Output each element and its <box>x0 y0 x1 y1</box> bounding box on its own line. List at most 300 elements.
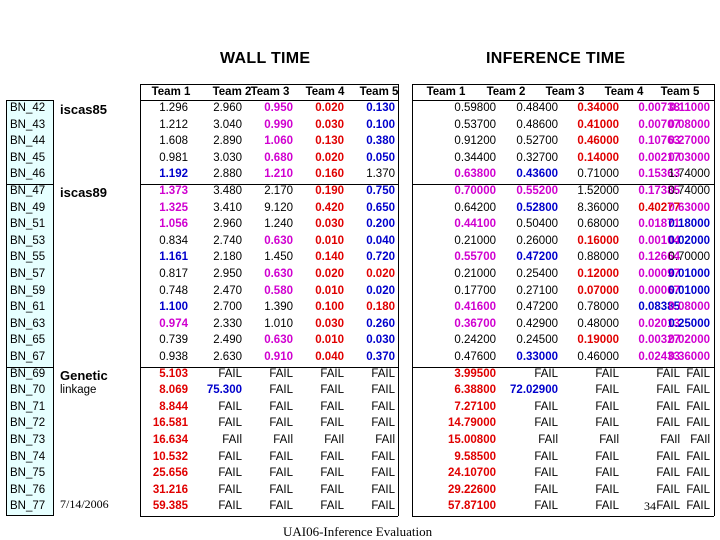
inference-time-cell: 0.34000 <box>577 102 619 114</box>
inference-time-cell: FAIL <box>534 417 558 430</box>
wall-time-cell: 31.216 <box>152 483 188 496</box>
wall-time-cell: 0.380 <box>366 135 395 148</box>
wall-time-cell: 8.069 <box>159 384 188 397</box>
inference-time-cell: 0.48600 <box>516 118 558 131</box>
wall-time-cell: FAIL <box>320 450 344 463</box>
wall-time-cell: 1.390 <box>264 301 293 314</box>
inference-time-cell: 1.74000 <box>668 168 710 181</box>
slide-footer: UAI06-Inference Evaluation <box>283 524 433 539</box>
inference-team-header: Team 1 <box>426 86 466 98</box>
wall-time-cell: FAIL <box>320 483 344 496</box>
inference-time-cell: FAIL <box>595 500 619 513</box>
bn-label: BN_74 <box>10 450 46 463</box>
inference-time-cell: 8.36000 <box>577 201 619 214</box>
inference-time-cell: 0.19000 <box>577 334 619 347</box>
wall-time-cell: 2.700 <box>213 301 242 314</box>
wall-time-cell: 9.120 <box>264 201 293 214</box>
inference-time-cell: 0.47200 <box>516 301 558 314</box>
wall-bottom-line <box>140 516 398 517</box>
wall-time-cell: FAIl <box>375 434 395 446</box>
page-number: 34 <box>644 499 656 513</box>
wall-time-cell: 59.385 <box>152 500 188 513</box>
wall-time-cell: 3.030 <box>213 151 242 164</box>
wall-time-cell: 1.056 <box>159 218 188 231</box>
wall-time-cell: 2.740 <box>213 234 242 247</box>
inference-time-cell: FAIL <box>686 500 710 513</box>
inference-time-cell: 0.53700 <box>454 118 496 131</box>
inference-time-cell: 0.91200 <box>454 135 496 148</box>
wall-time-cell: 0.938 <box>159 351 188 363</box>
inference-time-cell: 15.00800 <box>448 434 496 446</box>
bn-label: BN_75 <box>10 467 46 480</box>
bn-label: BN_45 <box>10 151 46 164</box>
wall-time-cell: 1.210 <box>264 168 293 181</box>
inference-time-cell: FAIL <box>595 450 619 463</box>
inference-time-cell: 0.46000 <box>577 351 619 363</box>
wall-time-cell: 0.260 <box>366 317 395 330</box>
inference-time-cell: 0.14000 <box>577 151 619 164</box>
bn-label: BN_63 <box>10 317 46 330</box>
inference-time-cell: 24.10700 <box>448 467 496 480</box>
wall-time-cell: FAIL <box>269 500 293 513</box>
inference-time-cell: FAIl <box>599 434 619 446</box>
wall-time-cell: 0.974 <box>159 317 188 330</box>
wall-time-cell: 0.130 <box>315 135 344 148</box>
inference-time-cell: 0.88000 <box>577 251 619 264</box>
inference-time-cell: FAIl <box>538 434 558 446</box>
wall-time-cell: 0.030 <box>315 218 344 231</box>
wall-time-cell: 0.720 <box>366 251 395 264</box>
wall-time-cell: FAIL <box>371 384 395 397</box>
bn-label: BN_65 <box>10 334 46 347</box>
inference-time-cell: 0.10763 <box>638 135 680 148</box>
bn-label: BN_72 <box>10 417 46 430</box>
inference-time-cell: 0.12664 <box>638 251 680 264</box>
inference-time-cell: FAIL <box>595 384 619 397</box>
wall-time-cell: 0.420 <box>315 201 344 214</box>
inf-header-line <box>412 100 714 101</box>
inference-time-cell: 0.36700 <box>454 317 496 330</box>
wall-time-cell: 2.180 <box>213 251 242 264</box>
inference-team-header: Team 2 <box>486 86 526 98</box>
inference-time-cell: 0.36000 <box>668 351 710 363</box>
wall-time-cell: FAIL <box>218 400 242 413</box>
wall-time-cell: 0.010 <box>315 284 344 297</box>
inference-time-cell: 0.03000 <box>668 151 710 164</box>
inference-time-cell: FAIL <box>656 500 680 513</box>
wall-time-cell: FAIL <box>371 483 395 496</box>
wall-time-cell: 2.960 <box>213 218 242 231</box>
inference-time-cell: 1.52000 <box>577 185 619 197</box>
wall-time-cell: 2.470 <box>213 284 242 297</box>
wall-time-cell: 0.190 <box>315 185 344 197</box>
inference-time-cell: 0.78000 <box>577 301 619 314</box>
bn-label: BN_57 <box>10 268 46 280</box>
wall-time-cell: 0.020 <box>366 284 395 297</box>
wall-right-border <box>398 84 399 516</box>
wall-time-cell: 1.608 <box>159 135 188 148</box>
wall-time-cell: 1.100 <box>159 301 188 314</box>
inference-time-cell: 0.12000 <box>577 268 619 280</box>
inference-time-cell: 0.02433 <box>638 351 680 363</box>
inference-time-cell: FAIL <box>656 467 680 480</box>
inference-time-title: INFERENCE TIME <box>486 50 626 67</box>
wall-time-cell: 0.040 <box>366 234 395 247</box>
inference-time-cell: 0.47600 <box>454 351 496 363</box>
wall-time-cell: FAIL <box>371 500 395 513</box>
wall-time-cell: FAIL <box>371 367 395 380</box>
wall-time-cell: 1.060 <box>264 135 293 148</box>
group-label: linkage <box>60 384 97 397</box>
bn-label: BN_42 <box>10 102 46 114</box>
wall-time-cell: FAIL <box>218 367 242 380</box>
wall-time-cell: FAIL <box>269 467 293 480</box>
wall-time-cell: 0.050 <box>366 151 395 164</box>
inference-time-cell: 0.48400 <box>516 102 558 114</box>
inference-time-cell: 0.55700 <box>454 251 496 264</box>
inference-time-cell: 57.87100 <box>448 500 496 513</box>
bn-label: BN_61 <box>10 301 46 314</box>
inference-time-cell: 0.00327 <box>638 334 680 347</box>
group-label: iscas89 <box>60 185 107 200</box>
wall-time-cell: 1.296 <box>159 102 188 114</box>
inference-time-cell: 0.25000 <box>668 317 710 330</box>
wall-time-cell: 1.240 <box>264 218 293 231</box>
wall-time-cell: FAIL <box>320 500 344 513</box>
inf-right-border <box>714 84 715 516</box>
wall-time-cell: 1.192 <box>159 168 188 181</box>
wall-time-cell: 0.020 <box>315 268 344 280</box>
inference-time-cell: 0.24200 <box>454 334 496 347</box>
wall-time-cell: 0.990 <box>264 118 293 131</box>
wall-time-cell: 0.981 <box>159 151 188 164</box>
inference-time-cell: FAIL <box>656 400 680 413</box>
inference-time-cell: 0.01871 <box>638 218 680 231</box>
inference-time-cell: 0.41600 <box>454 301 496 314</box>
wall-time-cell: 1.370 <box>366 168 395 181</box>
inference-time-cell: 0.63800 <box>454 168 496 181</box>
inference-time-cell: 0.32700 <box>516 151 558 164</box>
wall-team-header: Team 5 <box>359 86 399 98</box>
inference-time-cell: 0.44100 <box>454 218 496 231</box>
inference-team-header: Team 3 <box>545 86 585 98</box>
wall-time-cell: 0.100 <box>315 301 344 314</box>
group-label: Genetic <box>60 367 108 383</box>
wall-time-cell: 0.950 <box>264 102 293 114</box>
inference-time-cell: 0.02000 <box>668 234 710 247</box>
inference-time-cell: FAIl <box>690 434 710 446</box>
wall-time-cell: 0.020 <box>366 268 395 280</box>
inference-time-cell: 0.21000 <box>454 268 496 280</box>
wall-time-cell: 16.581 <box>152 417 188 430</box>
wall-time-cell: 25.656 <box>152 467 188 480</box>
inference-time-cell: 0.46000 <box>577 135 619 148</box>
wall-team-header: Team 2 <box>212 86 252 98</box>
wall-time-cell: 10.532 <box>152 450 188 463</box>
bn-label: BN_71 <box>10 400 46 413</box>
inference-time-cell: FAIL <box>595 417 619 430</box>
wall-time-cell: FAIL <box>320 467 344 480</box>
wall-time-cell: 2.330 <box>213 317 242 330</box>
wall-time-cell: 0.680 <box>264 151 293 164</box>
inference-time-cell: 14.79000 <box>448 417 496 430</box>
wall-time-cell: 1.450 <box>264 251 293 264</box>
wall-time-cell: 0.130 <box>366 102 395 114</box>
wall-time-cell: 3.480 <box>213 185 242 197</box>
wall-time-cell: 0.030 <box>366 334 395 347</box>
wall-time-cell: 0.630 <box>264 234 293 247</box>
wall-time-cell: 2.630 <box>213 351 242 363</box>
inference-time-cell: 3.99500 <box>454 367 496 380</box>
wall-time-cell: 0.030 <box>315 317 344 330</box>
bn-label: BN_67 <box>10 351 46 363</box>
inference-time-cell: 0.52700 <box>516 135 558 148</box>
inference-time-cell: 0.17385 <box>638 185 680 197</box>
inference-time-cell: 0.52800 <box>516 201 558 214</box>
inference-time-cell: 0.74000 <box>668 185 710 197</box>
inference-time-cell: FAIL <box>534 400 558 413</box>
bn-label: BN_59 <box>10 284 46 297</box>
inference-time-cell: 0.00067 <box>638 284 680 297</box>
inference-time-cell: 0.00104 <box>638 234 680 247</box>
bn-label: BN_70 <box>10 384 46 397</box>
wall-time-cell: 2.880 <box>213 168 242 181</box>
wall-time-cell: 0.817 <box>159 268 188 280</box>
inf-top-line <box>412 84 714 85</box>
wall-time-cell: FAIL <box>269 400 293 413</box>
bn-label: BN_73 <box>10 434 46 446</box>
inference-time-cell: 0.41000 <box>577 118 619 131</box>
wall-time-cell: 0.140 <box>315 251 344 264</box>
inference-time-cell: FAIL <box>656 450 680 463</box>
inference-time-cell: 0.25400 <box>516 268 558 280</box>
wall-time-cell: 0.040 <box>315 351 344 363</box>
inference-time-cell: 0.64200 <box>454 201 496 214</box>
wall-time-cell: FAIL <box>218 467 242 480</box>
wall-time-cell: 0.580 <box>264 284 293 297</box>
wall-time-cell: 0.020 <box>315 151 344 164</box>
wall-team-header: Team 3 <box>250 86 290 98</box>
inference-time-cell: 0.15363 <box>638 168 680 181</box>
wall-top-line <box>140 84 398 85</box>
wall-time-cell: FAIL <box>320 367 344 380</box>
inference-time-cell: 0.34400 <box>454 151 496 164</box>
inference-time-cell: 0.07000 <box>577 284 619 297</box>
wall-time-cell: 8.844 <box>159 400 188 413</box>
inference-time-cell: 0.11000 <box>669 102 710 114</box>
wall-time-cell: FAIL <box>269 483 293 496</box>
bn-label: BN_43 <box>10 118 46 131</box>
wall-time-cell: 16.634 <box>152 434 188 446</box>
inference-time-cell: 0.18000 <box>668 218 710 231</box>
inference-time-cell: FAIL <box>686 450 710 463</box>
wall-team-header: Team 1 <box>151 86 191 98</box>
wall-time-cell: 1.010 <box>264 317 293 330</box>
inference-time-cell: 0.27000 <box>668 135 710 148</box>
inference-time-cell: 0.70000 <box>668 251 710 264</box>
inference-time-cell: 0.08385 <box>638 301 680 314</box>
inference-time-cell: FAIL <box>686 384 710 397</box>
inference-time-cell: 0.33000 <box>516 351 558 363</box>
inference-time-cell: FAIL <box>595 400 619 413</box>
wall-time-cell: 0.748 <box>159 284 188 297</box>
inference-time-cell: 0.48000 <box>577 317 619 330</box>
inference-time-cell: 0.40277 <box>638 201 680 214</box>
wall-time-cell: 0.630 <box>264 334 293 347</box>
inference-time-cell: 0.21000 <box>454 234 496 247</box>
wall-time-cell: FAIL <box>320 384 344 397</box>
wall-time-cell: 0.030 <box>315 118 344 131</box>
inference-time-cell: FAIL <box>686 467 710 480</box>
inference-time-cell: 0.00707 <box>638 118 680 131</box>
inference-time-cell: 9.58500 <box>454 450 496 463</box>
inference-time-cell: FAIL <box>534 500 558 513</box>
wall-time-cell: FAIL <box>218 417 242 430</box>
inference-time-cell: 0.16000 <box>577 234 619 247</box>
wall-time-cell: FAIL <box>218 483 242 496</box>
wall-time-cell: 0.020 <box>315 102 344 114</box>
inference-time-cell: 0.08000 <box>668 118 710 131</box>
inference-time-cell: 0.68000 <box>577 218 619 231</box>
wall-time-cell: 2.170 <box>264 185 293 197</box>
wall-time-cell: FAIL <box>371 417 395 430</box>
inference-time-cell: FAIL <box>656 384 680 397</box>
bn-label: BN_44 <box>10 135 46 148</box>
inference-time-cell: 0.47200 <box>516 251 558 264</box>
inference-time-cell: FAIL <box>595 467 619 480</box>
wall-time-cell: FAIl <box>222 434 242 446</box>
inference-time-cell: 0.63000 <box>668 201 710 214</box>
inference-time-cell: FAIL <box>656 483 680 496</box>
wall-time-cell: FAIl <box>324 434 344 446</box>
wall-time-cell: FAIL <box>218 500 242 513</box>
bn-label: BN_46 <box>10 168 46 181</box>
inference-time-cell: FAIL <box>686 483 710 496</box>
inference-time-cell: 0.55200 <box>516 185 558 197</box>
inference-time-cell: 0.43600 <box>516 168 558 181</box>
inference-time-cell: FAIL <box>534 450 558 463</box>
inference-time-cell: FAIL <box>595 367 619 380</box>
inference-time-cell: FAIL <box>534 467 558 480</box>
wall-time-cell: 0.010 <box>315 234 344 247</box>
inference-time-cell: 0.00097 <box>638 268 680 280</box>
bn-label: BN_49 <box>10 201 46 214</box>
wall-time-cell: 2.950 <box>213 268 242 280</box>
wall-time-cell: FAIL <box>320 400 344 413</box>
inference-time-cell: FAIL <box>595 483 619 496</box>
bn-label: BN_77 <box>10 500 46 513</box>
inference-time-cell: 0.02000 <box>668 334 710 347</box>
inference-time-cell: FAIL <box>686 367 710 380</box>
bn-label: BN_76 <box>10 483 46 496</box>
slide-date: 7/14/2006 <box>60 497 109 511</box>
wall-time-cell: 75.300 <box>206 384 242 397</box>
wall-team-header: Team 4 <box>305 86 345 98</box>
inference-time-cell: 0.08000 <box>668 301 710 314</box>
wall-time-cell: FAIL <box>269 417 293 430</box>
bn-label: BN_53 <box>10 234 46 247</box>
inference-time-cell: FAIL <box>686 417 710 430</box>
wall-time-cell: 0.910 <box>264 351 293 363</box>
wall-time-cell: FAIL <box>371 400 395 413</box>
inference-time-cell: FAIL <box>656 417 680 430</box>
wall-time-cell: FAIL <box>218 450 242 463</box>
inference-time-cell: 0.01000 <box>668 284 710 297</box>
wall-time-cell: 0.100 <box>366 118 395 131</box>
wall-time-cell: FAIL <box>320 417 344 430</box>
inference-time-cell: 29.22600 <box>448 483 496 496</box>
wall-time-cell: 3.040 <box>213 118 242 131</box>
wall-time-cell: 0.834 <box>159 234 188 247</box>
inference-time-cell: 0.01000 <box>668 268 710 280</box>
bn-label: BN_55 <box>10 251 46 264</box>
inference-time-cell: FAIl <box>660 434 680 446</box>
wall-time-cell: FAIl <box>273 434 293 446</box>
wall-time-cell: FAIL <box>269 367 293 380</box>
group-label: iscas85 <box>60 102 107 117</box>
inference-time-cell: 0.42900 <box>516 317 558 330</box>
wall-time-cell: 0.180 <box>366 301 395 314</box>
inference-team-header: Team 4 <box>604 86 644 98</box>
inference-time-cell: 0.02013 <box>638 317 680 330</box>
wall-time-cell: 1.212 <box>159 118 188 131</box>
inference-time-cell: FAIL <box>686 400 710 413</box>
inference-time-cell: 0.27100 <box>516 284 558 297</box>
inference-time-cell: FAIL <box>534 483 558 496</box>
wall-time-title: WALL TIME <box>220 50 311 67</box>
wall-time-cell: 0.650 <box>366 201 395 214</box>
inference-team-header: Team 5 <box>660 86 700 98</box>
wall-time-cell: 0.200 <box>366 218 395 231</box>
wall-time-cell: 2.960 <box>213 102 242 114</box>
wall-time-cell: 1.325 <box>159 201 188 214</box>
wall-time-cell: 0.160 <box>315 168 344 181</box>
wall-time-cell: 3.410 <box>213 201 242 214</box>
inference-time-cell: 0.00217 <box>638 151 680 164</box>
wall-left-border <box>140 84 141 516</box>
bn-label: BN_69 <box>10 367 46 380</box>
inference-time-cell: FAIL <box>656 367 680 380</box>
wall-time-cell: 5.103 <box>159 367 188 380</box>
inference-time-cell: 0.24500 <box>516 334 558 347</box>
bn-label: BN_47 <box>10 185 46 197</box>
wall-time-cell: 0.010 <box>315 334 344 347</box>
wall-time-cell: 0.630 <box>264 268 293 280</box>
inf-bottom-line <box>412 516 714 517</box>
inference-time-cell: 0.50400 <box>516 218 558 231</box>
wall-time-cell: 1.373 <box>159 185 188 197</box>
wall-time-cell: FAIL <box>269 450 293 463</box>
wall-time-cell: 1.161 <box>159 251 188 264</box>
wall-time-cell: 0.750 <box>366 185 395 197</box>
inference-time-cell: 0.17700 <box>454 284 496 297</box>
inference-time-cell: 0.59800 <box>454 102 496 114</box>
inf-left-border <box>412 84 413 516</box>
wall-time-cell: 0.370 <box>366 351 395 363</box>
inference-time-cell: 7.27100 <box>454 400 496 413</box>
wall-time-cell: 2.490 <box>213 334 242 347</box>
wall-time-cell: FAIL <box>269 384 293 397</box>
wall-time-cell: FAIL <box>371 450 395 463</box>
wall-time-cell: 2.890 <box>213 135 242 148</box>
wall-header-line <box>140 100 398 101</box>
inference-time-cell: 0.26000 <box>516 234 558 247</box>
inference-time-cell: FAIL <box>534 367 558 380</box>
inference-time-cell: 0.71000 <box>577 168 619 181</box>
wall-time-cell: 0.739 <box>159 334 188 347</box>
wall-time-cell: FAIL <box>371 467 395 480</box>
inference-time-cell: 72.02900 <box>510 384 558 397</box>
